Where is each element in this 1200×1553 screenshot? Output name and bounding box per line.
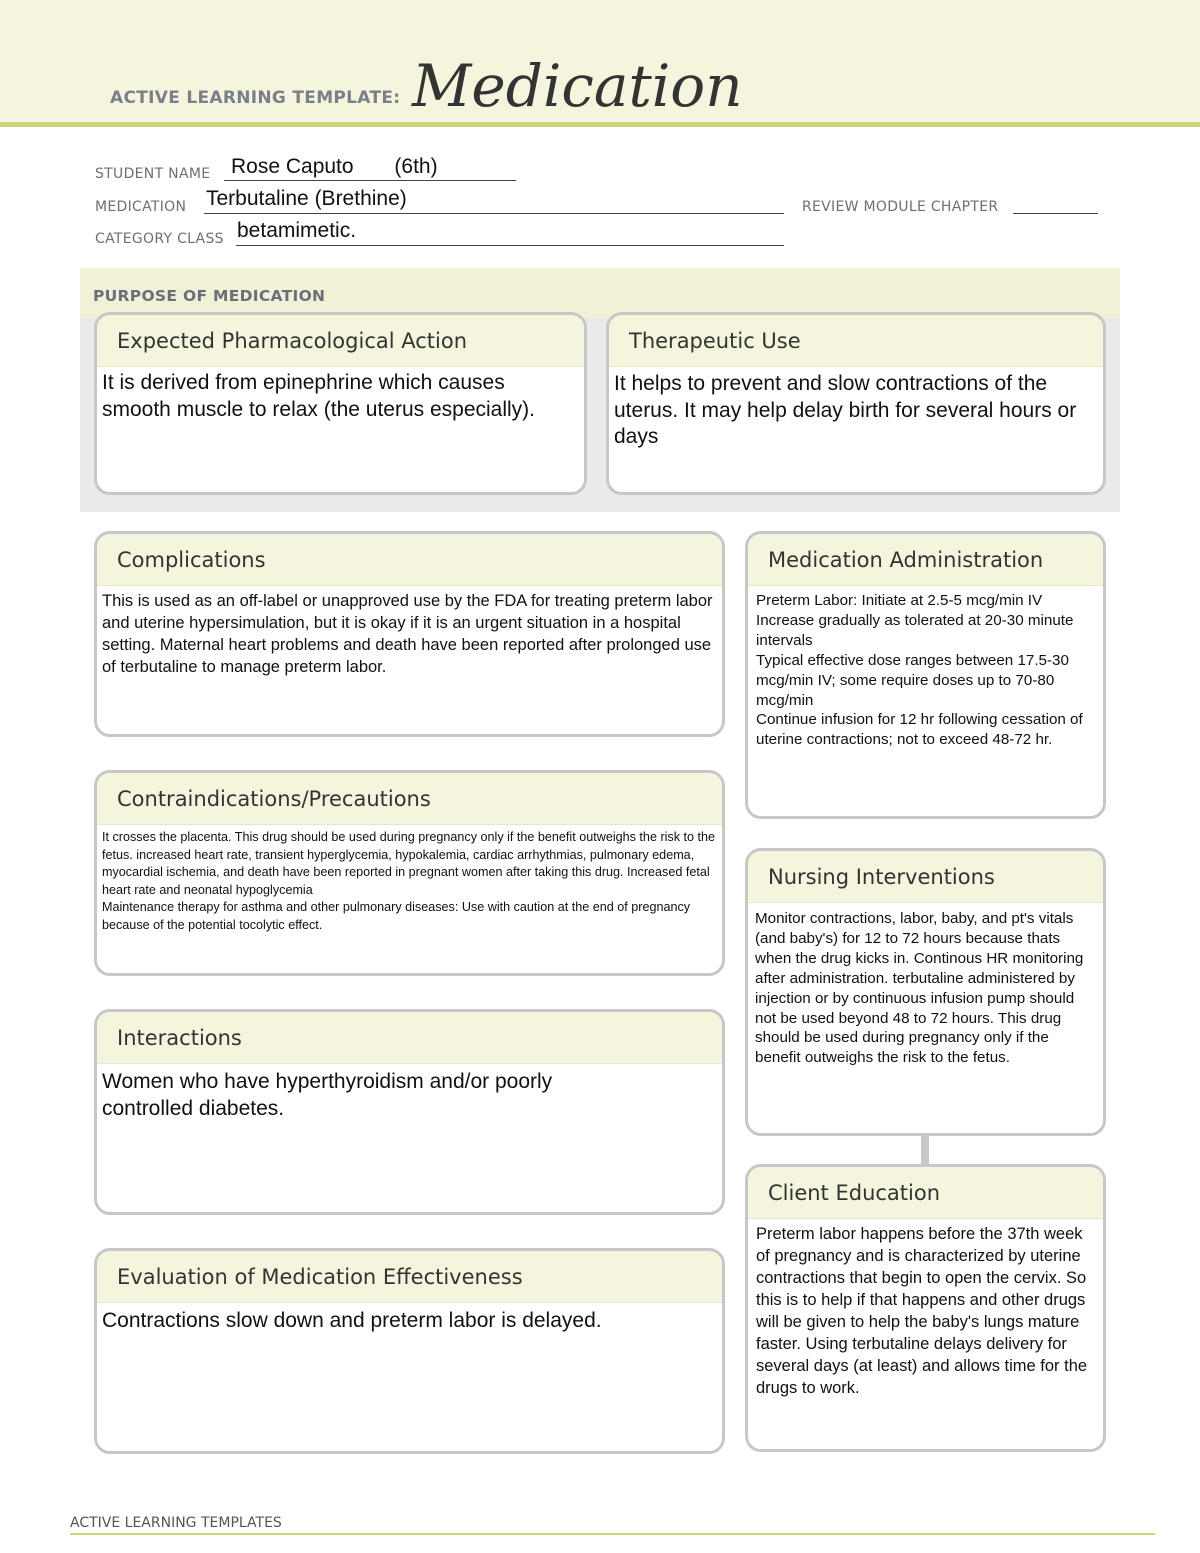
- footer-divider: [70, 1533, 1155, 1535]
- therapeutic-use-card: [606, 312, 1106, 495]
- template-label: ACTIVE LEARNING TEMPLATE:: [110, 88, 401, 108]
- purpose-label: PURPOSE OF MEDICATION: [93, 287, 326, 305]
- complications-card: [94, 531, 725, 737]
- medication-administration-title: Medication Administration: [748, 534, 1103, 586]
- evaluation-text[interactable]: Contractions slow down and preterm labor is delayed.: [102, 1309, 602, 1332]
- nursing-interventions-text[interactable]: Monitor contractions, labor, baby, and pt's vitals (and baby's) for 12 to 72 hours because thats when the drug kicks in. Continous HR monitoring after administration. terbutaline administered by injection or by continuous infusion pump should not be used beyond 48 to 72 hours. This drug should be used during pregnancy only if the benefit outweighs the risk to the fetus.: [755, 910, 1084, 1067]
- complications-text[interactable]: This is used as an off-label or unapproved use by the FDA for treating preterm labor and uterine hypersimulation, but it is okay if it is an urgent situation in a hospital setting. Maternal heart problems and death have been reported after prolonged use of terbutaline to manage preterm labor.: [102, 592, 713, 676]
- client-education-text[interactable]: Preterm labor happens before the 37th week of pregnancy and is characterized by uterine contractions that begin to open the cervix. So this is to help if that happens and other drugs will be given to help the baby's lungs mature faster. Using terbutaline delays delivery for several days (at least) and allows time for the drugs to work.: [756, 1225, 1088, 1397]
- expected-action-card: [94, 312, 587, 495]
- category-class-label: CATEGORY CLASS: [95, 231, 224, 247]
- interactions-card: [94, 1009, 725, 1215]
- contraindications-card: [94, 770, 725, 976]
- complications-title: Complications: [97, 534, 722, 586]
- evaluation-card: [94, 1248, 725, 1454]
- expected-action-title: Expected Pharmacological Action: [97, 315, 584, 367]
- interactions-title: Interactions: [97, 1012, 722, 1064]
- nursing-interventions-title: Nursing Interventions: [748, 851, 1103, 903]
- student-name-label: STUDENT NAME: [95, 166, 211, 182]
- therapeutic-use-text[interactable]: It helps to prevent and slow contractions of the uterus. It may help delay birth for several hours or days: [614, 372, 1077, 449]
- client-education-title: Client Education: [748, 1167, 1103, 1219]
- interactions-text[interactable]: Women who have hyperthyroidism and/or poorly controlled diabetes.: [102, 1070, 553, 1120]
- footer-label: ACTIVE LEARNING TEMPLATES: [70, 1515, 282, 1531]
- student-name-field[interactable]: Rose Caputo (6th): [231, 155, 438, 178]
- medication-field[interactable]: Terbutaline (Brethine): [206, 187, 407, 210]
- contraindications-text[interactable]: It crosses the placenta. This drug should be used during pregnancy only if the benefit outweighs the risk to the fetus. increased heart rate, transient hyperglycemia, hypokalemia, cardiac arrhythmias, pulmonary edema, myocardial ischemia, and death have been reported in pregnant women after taking this drug. Increased fetal heart rate and neonatal hypoglycemia Maintenance therapy for asthma and other pulmonary diseases: Use with caution at the end of pregnancy because of the potential tocolytic effect.: [102, 830, 716, 932]
- review-module-line[interactable]: [1013, 196, 1098, 214]
- header-divider: [0, 122, 1200, 127]
- nursing-interventions-card: [745, 848, 1106, 1136]
- page-title: Medication: [412, 52, 743, 120]
- contraindications-title: Contraindications/Precautions: [97, 773, 722, 825]
- card-connector: [921, 1134, 929, 1168]
- medication-administration-card: [745, 531, 1106, 819]
- client-education-card: [745, 1164, 1106, 1452]
- medication-administration-text[interactable]: Preterm Labor: Initiate at 2.5-5 mcg/min IV Increase gradually as tolerated at 20-30 minute intervals Typical effective dose ranges between 17.5-30 mcg/min IV; some require doses up to 70-80 mcg/min Continue infusion for 12 hr following cessation of uterine contractions; not to exceed 48-72 hr.: [756, 592, 1083, 749]
- therapeutic-use-title: Therapeutic Use: [609, 315, 1103, 367]
- evaluation-title: Evaluation of Medication Effectiveness: [97, 1251, 722, 1303]
- review-module-label: REVIEW MODULE CHAPTER: [802, 199, 999, 215]
- category-class-field[interactable]: betamimetic.: [237, 219, 357, 242]
- expected-action-text[interactable]: It is derived from epinephrine which causes smooth muscle to relax (the uterus especially).: [102, 371, 536, 421]
- medication-label: MEDICATION: [95, 199, 187, 215]
